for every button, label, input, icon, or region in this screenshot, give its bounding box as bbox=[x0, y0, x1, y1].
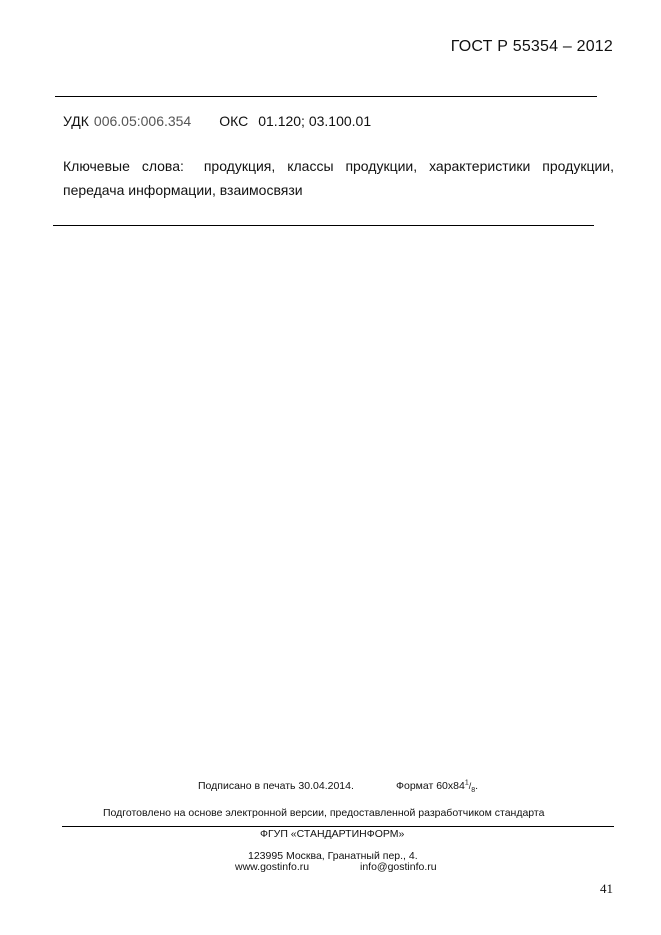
classification-line bbox=[63, 113, 371, 129]
format-sub: 8 bbox=[471, 787, 476, 795]
top-divider bbox=[55, 96, 597, 97]
format-prefix: Формат 60x84 bbox=[396, 780, 465, 792]
oks-label: ОКС bbox=[219, 113, 249, 129]
imprint-divider bbox=[62, 826, 614, 827]
prepared-note: Подготовлено на основе электронной версии, предоставленной разработчиком стандарта bbox=[103, 807, 545, 819]
publisher-email[interactable]: info@gostinfo.ru bbox=[360, 861, 437, 873]
publisher-address: 123995 Москва, Гранатный пер., 4. bbox=[248, 850, 418, 862]
format-sup: 1 bbox=[464, 779, 469, 787]
oks-value: 01.120; 03.100.01 bbox=[258, 113, 372, 129]
keywords-text: продукция, классы продукции, характеристики продукции, передача информации, взаимосвязи bbox=[63, 158, 614, 198]
standard-code: ГОСТ Р 55354 – 2012 bbox=[450, 38, 613, 55]
bottom-divider bbox=[53, 225, 594, 226]
signed-date: Подписано в печать 30.04.2014. bbox=[198, 780, 354, 792]
udk-label: УДК bbox=[63, 113, 89, 129]
udk-value: 006.05:006.354 bbox=[93, 113, 192, 129]
format-suffix: . bbox=[475, 780, 479, 792]
print-format: Формат $60x84^1/_8$. bbox=[396, 779, 479, 795]
page-number: 41 bbox=[600, 881, 613, 896]
keywords-label: Ключевые слова: bbox=[63, 158, 184, 174]
keywords-block bbox=[63, 154, 614, 202]
publisher-website[interactable]: www.gostinfo.ru bbox=[235, 861, 310, 873]
publisher-name: ФГУП «СТАНДАРТИНФОРМ» bbox=[260, 828, 405, 840]
